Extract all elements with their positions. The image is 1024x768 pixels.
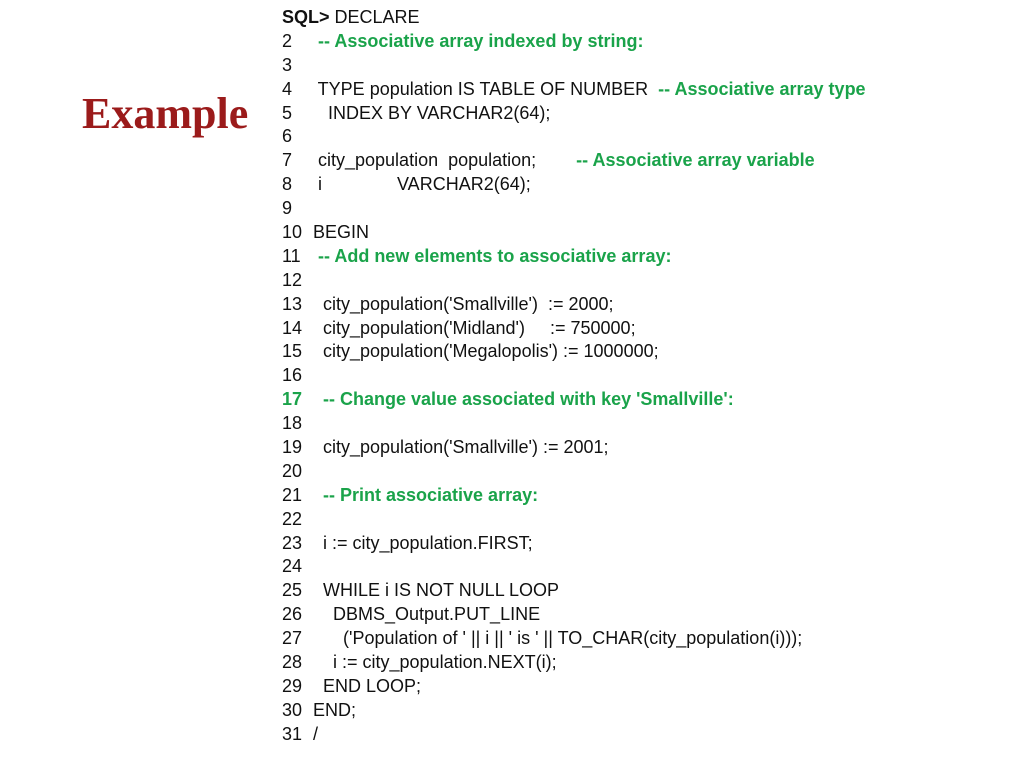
code-line [282, 723, 1002, 747]
code-text: i VARCHAR2(64); [308, 174, 531, 195]
code-text: i := city_population.NEXT(i); [308, 652, 557, 673]
line-number: 12 [282, 269, 303, 290]
code-text: END; [308, 699, 357, 720]
line-number: 30 [282, 699, 303, 720]
code-text: DECLARE [329, 7, 420, 27]
code-line [282, 317, 1002, 341]
sql-prompt: SQL> [282, 7, 330, 27]
line-number: 29 [282, 675, 303, 696]
line-number: 28 [282, 652, 303, 673]
code-listing [282, 6, 1002, 747]
code-text: WHILE i IS NOT NULL LOOP [308, 580, 560, 601]
line-number: 8 [282, 174, 293, 195]
line-number: 17 [282, 389, 303, 410]
code-text: BEGIN [308, 222, 370, 243]
line-number: 21 [282, 484, 303, 505]
line-number: 19 [282, 437, 303, 458]
code-line [282, 293, 1002, 317]
line-number: 26 [282, 604, 303, 625]
code-line [282, 221, 1002, 245]
code-line [282, 651, 1002, 675]
code-comment: -- Change value associated with key 'Smallville': [308, 389, 734, 410]
code-line [282, 603, 1002, 627]
code-line [282, 149, 1002, 173]
code-line [282, 675, 1002, 699]
code-text: TYPE population IS TABLE OF NUMBER [308, 78, 659, 99]
code-comment: -- Associative array indexed by string: [308, 30, 644, 51]
code-comment: -- Print associative array: [308, 484, 539, 505]
code-text: city_population population; [308, 150, 577, 171]
line-number: 23 [282, 532, 303, 553]
code-text: city_population('Midland') := 750000; [308, 317, 636, 338]
line-number: 6 [282, 126, 293, 147]
code-text: city_population('Megalopolis') := 1000000; [308, 341, 659, 362]
line-number: 10 [282, 222, 303, 243]
code-text: ('Population of ' || i || ' is ' || TO_CHAR(city_population(i))); [308, 628, 803, 649]
code-text: city_population('Smallville') := 2000; [308, 293, 614, 314]
code-comment: -- Add new elements to associative array: [308, 245, 672, 266]
code-line [282, 532, 1002, 556]
code-text: INDEX BY VARCHAR2(64); [308, 102, 551, 123]
code-line [282, 484, 1002, 508]
line-number: 20 [282, 460, 303, 481]
code-line [282, 6, 1002, 30]
line-number: 11 [282, 245, 301, 266]
line-number: 25 [282, 580, 303, 601]
line-number: 9 [282, 198, 293, 219]
code-text: i := city_population.FIRST; [308, 532, 533, 553]
line-number: 24 [282, 556, 303, 577]
code-line [282, 102, 1002, 126]
code-line [282, 30, 1002, 54]
code-line [282, 364, 1002, 388]
code-text: city_population('Smallville') := 2001; [308, 437, 609, 458]
code-comment: -- Associative array type [658, 78, 866, 99]
line-number: 4 [282, 78, 293, 99]
line-number: 14 [282, 317, 303, 338]
code-line [282, 508, 1002, 532]
code-line [282, 173, 1002, 197]
line-number: 18 [282, 413, 303, 434]
line-number: 22 [282, 508, 303, 529]
code-line [282, 699, 1002, 723]
line-number: 5 [282, 102, 293, 123]
line-number: 16 [282, 365, 303, 386]
code-text: DBMS_Output.PUT_LINE [308, 604, 541, 625]
code-line [282, 125, 1002, 149]
line-number: 13 [282, 293, 303, 314]
code-text: END LOOP; [308, 675, 422, 696]
code-line [282, 460, 1002, 484]
code-line [282, 78, 1002, 102]
code-line [282, 436, 1002, 460]
code-line [282, 54, 1002, 78]
code-line [282, 579, 1002, 603]
line-number: 27 [282, 628, 303, 649]
line-number: 7 [282, 150, 293, 171]
code-line [282, 388, 1002, 412]
code-comment: -- Associative array variable [576, 150, 815, 171]
code-line [282, 340, 1002, 364]
line-number: 2 [282, 30, 293, 51]
code-line [282, 627, 1002, 651]
code-line [282, 412, 1002, 436]
code-line [282, 245, 1002, 269]
code-line [282, 197, 1002, 221]
line-number: 3 [282, 54, 293, 75]
code-line [282, 269, 1002, 293]
slide-title: Example [82, 89, 249, 138]
line-number: 31 [282, 723, 303, 744]
code-text: / [308, 723, 319, 744]
code-line [282, 555, 1002, 579]
line-number: 15 [282, 341, 303, 362]
